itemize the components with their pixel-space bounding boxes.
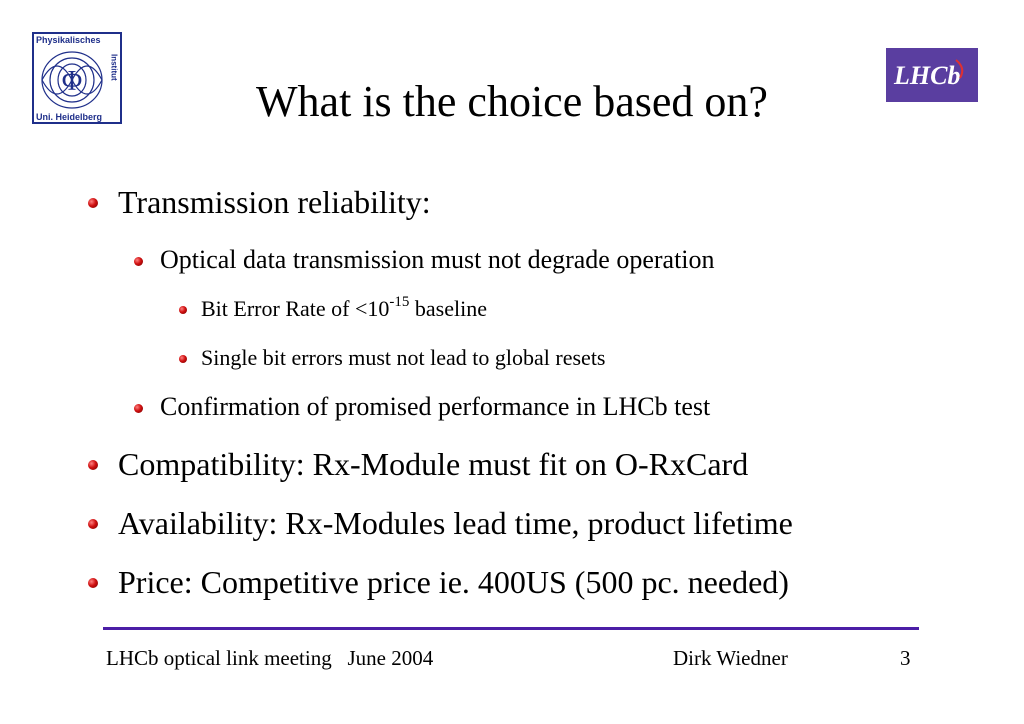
bullet-text: Optical data transmission must not degrade operation xyxy=(160,245,715,274)
bullet-superscript: -15 xyxy=(389,294,410,310)
bullet-text: Transmission reliability: xyxy=(118,184,431,220)
footer-divider xyxy=(103,627,919,630)
bullet-price xyxy=(118,562,789,602)
bullet-single-bit-errors xyxy=(201,344,606,372)
bullet-transmission-reliability xyxy=(118,182,431,222)
bullet-text-after: baseline xyxy=(409,296,487,321)
bullet-icon xyxy=(134,404,143,413)
bullet-optical-data-transmission xyxy=(160,244,715,276)
bullet-icon xyxy=(179,355,187,363)
bullet-text: Confirmation of promised performance in LHCb test xyxy=(160,392,711,421)
footer-meeting-date: LHCb optical link meeting June 2004 xyxy=(106,646,434,670)
logo-text-side: Institut xyxy=(109,54,119,81)
bullet-icon xyxy=(88,460,98,470)
bullet-text: Compatibility: Rx-Module must fit on O-RxCard xyxy=(118,446,749,482)
phi-symbol-icon: Φ xyxy=(61,66,83,97)
bullet-icon xyxy=(134,257,143,266)
bullet-text: Price: Competitive price ie. 400US (500 pc. needed) xyxy=(118,564,789,600)
bullet-confirmation-performance xyxy=(160,391,710,423)
bullet-compatibility xyxy=(118,444,748,484)
bullet-icon xyxy=(179,306,187,314)
bullet-availability xyxy=(118,503,793,543)
logo-text-top: Physikalisches xyxy=(36,35,101,45)
bullet-text: Single bit errors must not lead to global resets xyxy=(201,345,606,370)
logo-text-bottom: Uni. Heidelberg xyxy=(36,112,103,122)
bullet-icon xyxy=(88,519,98,529)
lhcb-logo-text: LHCb xyxy=(894,61,961,90)
bullet-text: Availability: Rx-Modules lead time, product lifetime xyxy=(118,505,793,541)
footer-author: Dirk Wiedner xyxy=(673,646,788,670)
footer-page-number: 3 xyxy=(900,646,911,670)
slide-title: What is the choice based on? xyxy=(256,77,768,126)
bullet-text-before: Bit Error Rate of <10 xyxy=(201,296,390,321)
bullet-icon xyxy=(88,578,98,588)
bullet-icon xyxy=(88,198,98,208)
bullet-bit-error-rate xyxy=(201,295,487,323)
